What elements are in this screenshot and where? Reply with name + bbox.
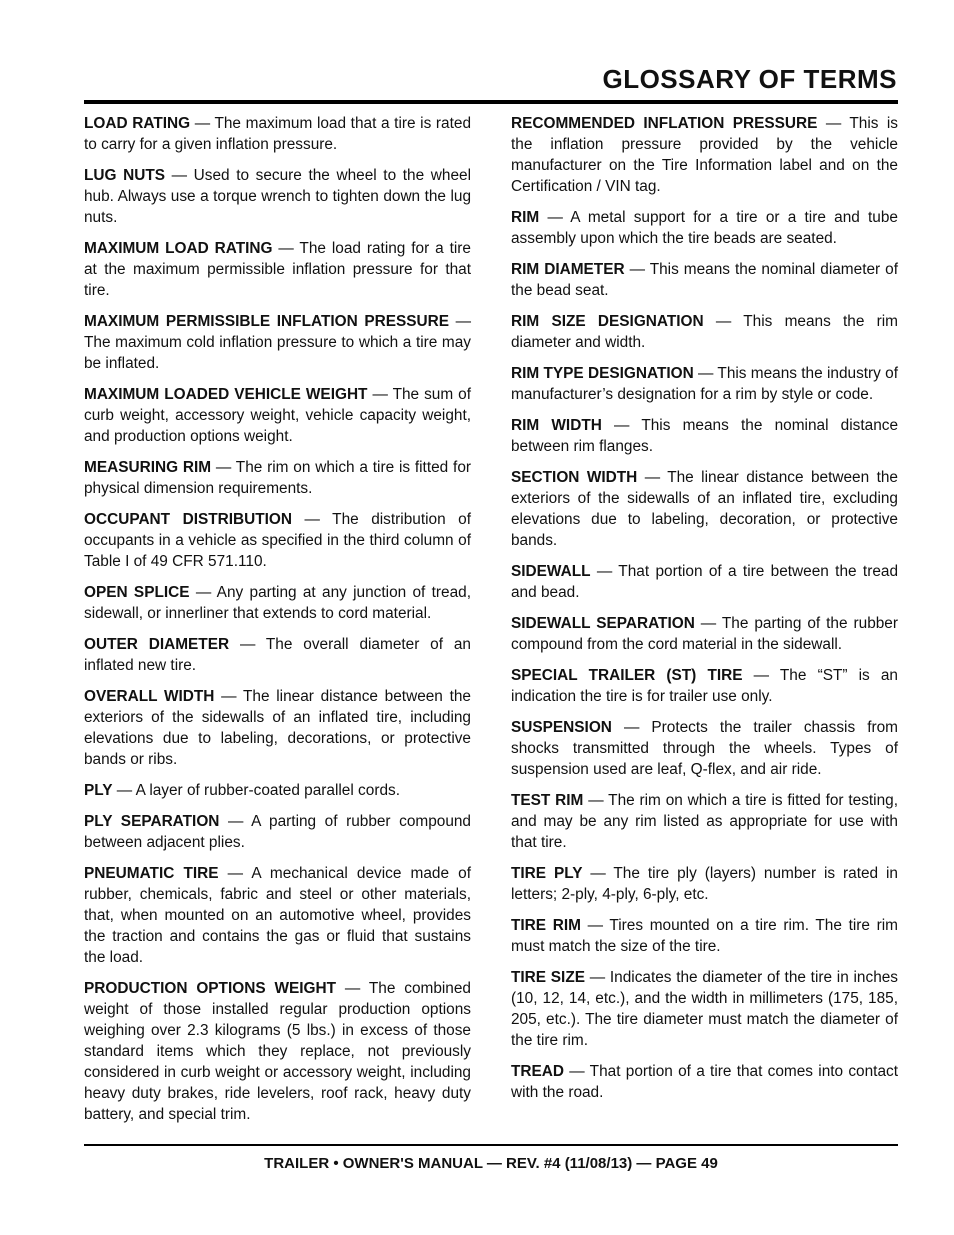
entry-term: OVERALL WIDTH — [84, 688, 215, 705]
glossary-entry — [84, 457, 471, 499]
footer-rule — [84, 1144, 898, 1146]
entry-definition: — The linear distance between the exteriors of the sidewalls of an inflated tire, including elevations due to labeling, decorations, or protective bands or ribs. — [84, 688, 471, 768]
entry-term: RECOMMENDED INFLATION PRESSURE — [511, 115, 818, 132]
entry-definition: — The rim on which a tire is fitted for physical dimension requirements. — [84, 459, 471, 497]
entry-term: RIM — [511, 209, 540, 226]
entry-term: TREAD — [511, 1063, 565, 1080]
glossary-entry — [511, 613, 898, 655]
glossary-left-column — [84, 113, 471, 1135]
entry-definition: — A mechanical device made of rubber, chemicals, fabric and steel or other materials, that, when mounted on an automotive wheel, provides the traction and contains the gas or fluid that sustains the load. — [84, 865, 471, 966]
entry-term: MAXIMUM LOAD RATING — [84, 240, 273, 257]
glossary-entry — [511, 561, 898, 603]
entry-term: MAXIMUM LOADED VEHICLE WEIGHT — [84, 386, 368, 403]
glossary-entry — [84, 509, 471, 572]
entry-term: OUTER DIAMETER — [84, 636, 230, 653]
entry-definition: — A metal support for a tire or a tire and tube assembly upon which the tire beads are seated. — [511, 209, 898, 247]
page-footer: TRAILER • OWNER'S MANUAL — REV. #4 (11/08/13) — PAGE 49 — [264, 1155, 718, 1172]
glossary-entry — [511, 467, 898, 551]
entry-term: MAXIMUM PERMISSIBLE INFLATION PRESSURE — [84, 313, 449, 330]
glossary-entry — [511, 415, 898, 457]
entry-definition: — The combined weight of those installed regular production options weighing over 2.3 kilograms (5 lbs.) in excess of those standard items which they replace, not previously considered in curb weight or accessory weight, including heavy duty brakes, ride levelers, roof rack, heavy duty battery, and special trim. — [84, 980, 471, 1123]
glossary-entry — [84, 165, 471, 228]
entry-term: TIRE RIM — [511, 917, 581, 934]
entry-definition: — The load rating for a tire at the maximum permissible inflation pressure for that tire. — [84, 240, 471, 299]
glossary-right-column — [511, 113, 898, 1113]
glossary-entry — [511, 915, 898, 957]
entry-definition: — Protects the trailer chassis from shocks transmitted through the wheels. Types of suspension used are leaf, Q-flex, and air ride. — [511, 719, 898, 778]
entry-definition: — The tire ply (layers) number is rated in letters; 2-ply, 4-ply, 6-ply, etc. — [511, 865, 898, 903]
entry-definition: — Any parting at any junction of tread, sidewall, or innerliner that extends to cord material. — [84, 584, 471, 622]
glossary-entry — [511, 113, 898, 197]
glossary-entry — [84, 811, 471, 853]
entry-definition: — This means the nominal distance between rim flanges. — [511, 417, 899, 455]
entry-term: SIDEWALL — [511, 563, 591, 580]
entry-term: RIM DIAMETER — [511, 261, 625, 278]
entry-definition: — The overall diameter of an inflated new tire. — [84, 636, 471, 674]
entry-definition: — A parting of rubber compound between adjacent plies. — [84, 813, 471, 851]
glossary-entry — [511, 790, 898, 853]
entry-term: PNEUMATIC TIRE — [84, 865, 219, 882]
entry-definition: — The parting of the rubber compound from the cord material in the sidewall. — [511, 615, 898, 653]
glossary-entry — [511, 1061, 898, 1103]
entry-term: SIDEWALL SEPARATION — [511, 615, 695, 632]
glossary-entry — [511, 363, 898, 405]
entry-definition: — That portion of a tire between the tread and bead. — [511, 563, 898, 601]
entry-definition: — A layer of rubber-coated parallel cords. — [112, 782, 400, 799]
entry-definition: — The maximum load that a tire is rated to carry for a given inflation pressure. — [84, 115, 472, 153]
glossary-entry — [84, 634, 471, 676]
entry-term: PLY SEPARATION — [84, 813, 220, 830]
glossary-entry — [511, 717, 898, 780]
entry-term: RIM WIDTH — [511, 417, 602, 434]
glossary-entry — [84, 238, 471, 301]
glossary-entry — [511, 967, 898, 1051]
entry-term: SUSPENSION — [511, 719, 612, 736]
entry-term: OPEN SPLICE — [84, 584, 190, 601]
entry-term: LUG NUTS — [84, 167, 166, 184]
entry-term: TEST RIM — [511, 792, 584, 809]
entry-term: TIRE SIZE — [511, 969, 586, 986]
entry-definition: — Used to secure the wheel to the wheel hub. Always use a torque wrench to tighten down the lug nuts. — [84, 167, 471, 226]
entry-definition: — The sum of curb weight, accessory weight, vehicle capacity weight, and production options weight. — [84, 386, 471, 445]
entry-definition: — This is the inflation pressure provided by the vehicle manufacturer on the Tire Information label and on the Certification / VIN tag. — [511, 115, 898, 195]
glossary-entry — [84, 113, 471, 155]
entry-term: MEASURING RIM — [84, 459, 212, 476]
entry-term: TIRE PLY — [511, 865, 583, 882]
glossary-entry — [511, 207, 898, 249]
glossary-entry — [511, 863, 898, 905]
entry-definition: — This means the nominal diameter of the bead seat. — [511, 261, 898, 299]
entry-definition: — The maximum cold inflation pressure to which a tire may be inflated. — [84, 313, 471, 372]
glossary-entry — [84, 582, 471, 624]
glossary-entry — [84, 978, 471, 1125]
glossary-entry — [511, 665, 898, 707]
entry-term: LOAD RATING — [84, 115, 191, 132]
entry-definition: — That portion of a tire that comes into contact with the road. — [511, 1063, 898, 1101]
glossary-entry — [84, 686, 471, 770]
entry-definition: — The rim on which a tire is fitted for testing, and may be any rim listed as appropriate for use with that tire. — [511, 792, 898, 851]
entry-definition: — This means the industry of manufacturer’s designation for a rim by style or code. — [511, 365, 898, 403]
entry-definition: — Indicates the diameter of the tire in inches (10, 12, 14, etc.), and the width in millimeters (175, 185, 205, etc.). The tire diameter must match the diameter of the tire rim. — [511, 969, 899, 1049]
entry-definition: — Tires mounted on a tire rim. The tire rim must match the size of the tire. — [511, 917, 898, 955]
header-rule — [84, 100, 898, 104]
glossary-entry — [511, 259, 898, 301]
glossary-entry — [84, 863, 471, 968]
page-title: GLOSSARY OF TERMS — [602, 64, 897, 94]
glossary-entry — [84, 780, 471, 801]
entry-term: RIM TYPE DESIGNATION — [511, 365, 694, 382]
glossary-entry — [511, 311, 898, 353]
entry-definition: — The linear distance between the exteriors of the sidewalls of an inflated tire, excluding elevations due to labeling, decoration, or protective bands. — [511, 469, 898, 549]
entry-term: PLY — [84, 782, 113, 799]
entry-term: SPECIAL TRAILER (ST) TIRE — [511, 667, 743, 684]
glossary-entry — [84, 384, 471, 447]
entry-term: SECTION WIDTH — [511, 469, 638, 486]
entry-term: PRODUCTION OPTIONS WEIGHT — [84, 980, 337, 997]
glossary-entry — [84, 311, 471, 374]
entry-definition: — The distribution of occupants in a vehicle as specified in the third column of Table I of 49 CFR 571.110. — [84, 511, 471, 570]
entry-term: OCCUPANT DISTRIBUTION — [84, 511, 293, 528]
entry-term: RIM SIZE DESIGNATION — [511, 313, 704, 330]
entry-definition: — The “ST” is an indication the tire is for trailer use only. — [511, 667, 898, 705]
entry-definition: — This means the rim diameter and width. — [511, 313, 899, 351]
